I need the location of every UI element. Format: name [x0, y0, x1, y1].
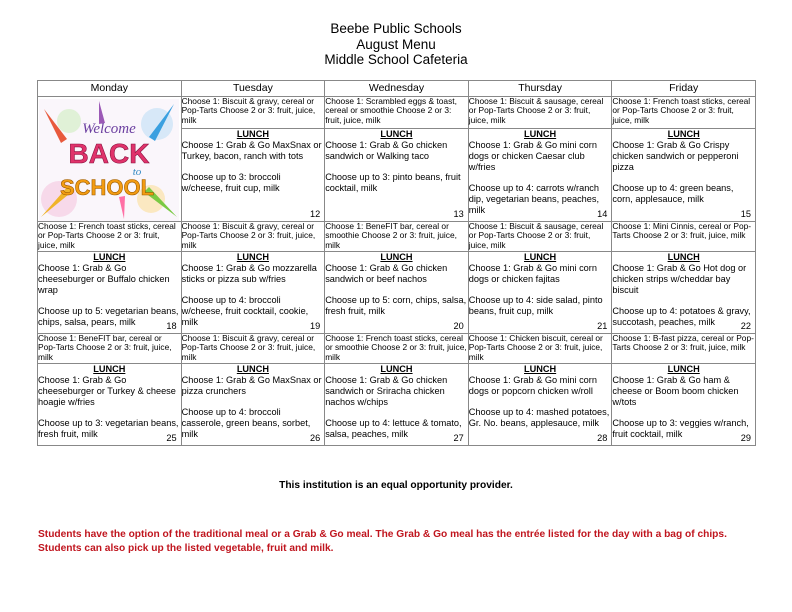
lunch-heading: LUNCH: [380, 128, 413, 139]
lunch-cell: [325, 364, 469, 446]
back-text: BACK: [68, 138, 150, 169]
day-number: 27: [453, 433, 464, 443]
day-number: 26: [309, 433, 321, 443]
cafeteria-name: Middle School Cafeteria: [324, 52, 468, 67]
breakfast-cell: Choose 1: Biscuit & gravy, cereal or Pop-Tarts Choose 2 or 3: fruit, juice, milk: [181, 97, 325, 129]
lunch-entree: Choose 1: Grab & Go Hot dog or chicken strips w/cheddar bay biscuit: [612, 263, 747, 295]
school-text: SCHOOL: [60, 175, 155, 200]
equal-opportunity-statement: This institution is an equal opportunity provider.: [279, 480, 513, 491]
breakfast-cell: Choose 1: Biscuit & gravy, cereal or Pop-Tarts Choose 2 or 3: fruit, juice, milk: [181, 334, 325, 364]
lunch-entree: Choose 1: Grab & Go MaxSnax or pizza crunchers: [181, 375, 322, 396]
lunch-sides: Choose up to 4: lettuce & tomato, salsa, peaches, milk: [325, 418, 462, 439]
day-header: Tuesday: [181, 81, 325, 97]
menu-calendar: [37, 80, 756, 446]
lunch-sides: Choose up to 4: carrots w/ranch dip, vegetarian beans, peaches, milk: [468, 182, 600, 215]
lunch-sides: Choose up to 3: pinto beans, fruit cocktail, milk: [325, 171, 461, 193]
lunch-sides: Choose up to 5: corn, chips, salsa, fresh fruit, milk: [325, 295, 467, 316]
lunch-cell: [181, 128, 325, 221]
lunch-sides: Choose up to 4: broccoli w/cheese, fruit cocktail, cookie, milk: [181, 295, 309, 327]
lunch-heading: LUNCH: [236, 252, 269, 262]
lunch-entree: Choose 1: Grab & Go MaxSnax or Turkey, bacon, ranch with tots: [181, 139, 322, 161]
day-number: 12: [309, 209, 321, 219]
lunch-heading: LUNCH: [524, 252, 557, 262]
lunch-entree: Choose 1: Grab & Go cheeseburger or Buffalo chicken wrap: [38, 263, 170, 295]
lunch-heading: LUNCH: [380, 252, 413, 262]
lunch-sides: Choose up to 4: potatoes & gravy, succotash, peaches, milk: [612, 306, 751, 327]
lunch-entree: Choose 1: Grab & Go mini corn dogs or chicken Caesar club w/fries: [468, 139, 597, 172]
day-number: 14: [597, 209, 608, 219]
breakfast-cell: Choose 1: Biscuit & sausage, cereal or Pop-Tarts Choose 2 or 3: fruit, juice, milk: [468, 222, 612, 252]
lunch-heading: LUNCH: [93, 252, 126, 262]
lunch-sides: Choose up to 4: green beans, corn, applesauce, milk: [612, 182, 734, 204]
lunch-cell: [612, 128, 756, 221]
lunch-cell: [468, 128, 612, 221]
breakfast-cell: Choose 1: French toast sticks, cereal or Pop-Tarts Choose 2 or 3: fruit, juice, milk: [38, 222, 182, 252]
lunch-row: [38, 364, 756, 446]
page-title: [0, 21, 792, 68]
lunch-heading: LUNCH: [524, 364, 557, 374]
day-number: 19: [309, 321, 321, 331]
welcome-text: Welcome: [82, 121, 137, 137]
breakfast-cell: Choose 1: French toast sticks, cereal or Pop-Tarts Choose 2 or 3: fruit, juice, milk: [612, 97, 756, 129]
lunch-cell: [468, 364, 612, 446]
breakfast-cell: Choose 1: B-fast pizza, cereal or Pop-Tarts Choose 2 or 3: fruit, juice, milk: [612, 334, 756, 364]
day-number: 15: [740, 209, 751, 219]
lunch-cell: [612, 252, 756, 334]
lunch-heading: LUNCH: [93, 364, 126, 374]
day-header: Thursday: [468, 81, 612, 97]
breakfast-row: [38, 334, 756, 364]
lunch-cell: [325, 252, 469, 334]
breakfast-row: [38, 97, 756, 129]
breakfast-row: [38, 222, 756, 252]
lunch-cell: [181, 252, 325, 334]
welcome-back-cell: [38, 97, 182, 222]
lunch-row: [38, 252, 756, 334]
lunch-entree: Choose 1: Grab & Go cheeseburger or Turkey & cheese hoagie w/fries: [38, 375, 176, 407]
day-header: Wednesday: [325, 81, 469, 97]
day-number: 21: [597, 321, 608, 331]
day-number: 28: [597, 433, 608, 443]
day-number: 13: [453, 209, 464, 219]
day-number: 22: [740, 321, 751, 331]
day-header: Friday: [612, 81, 756, 97]
welcome-back-to-school-graphic: [39, 99, 179, 221]
lunch-entree: Choose 1: Grab & Go mini corn dogs or popcorn chicken w/roll: [468, 375, 597, 396]
lunch-sides: Choose up to 3: veggies w/ranch, fruit cocktail, milk: [612, 418, 749, 439]
lunch-entree: Choose 1: Grab & Go chicken sandwich or beef nachos: [325, 263, 448, 284]
day-header-row: [38, 81, 756, 97]
lunch-sides: Choose up to 5: vegetarian beans, chips, salsa, pears, milk: [38, 306, 179, 327]
lunch-entree: Choose 1: Grab & Go chicken sandwich or Sriracha chicken nachos w/chips: [325, 375, 448, 407]
lunch-entree: Choose 1: Grab & Go ham & cheese or Boom boom chicken w/tots: [612, 375, 739, 407]
to-text: to: [133, 166, 142, 178]
breakfast-cell: Choose 1: Chicken biscuit, cereal or Pop-Tarts Choose 2 or 3: fruit, juice, milk: [468, 334, 612, 364]
grab-and-go-note: Students have the option of the traditional meal or a Grab & Go meal. The Grab & Go meal has the entrée listed for the day with a bag of chips. Students can also pick up the listed vegetable, fruit and milk.: [38, 529, 727, 554]
day-number: 20: [453, 321, 464, 331]
breakfast-cell: Choose 1: French toast sticks, cereal or smoothie Choose 2 or 3: fruit, juice, milk: [325, 333, 467, 362]
lunch-cell: [38, 364, 182, 446]
lunch-heading: LUNCH: [667, 364, 700, 374]
breakfast-cell: Choose 1: BeneFIT bar, cereal or smoothie Choose 2 or 3: fruit, juice, milk: [325, 222, 469, 252]
lunch-heading: LUNCH: [667, 252, 700, 262]
lunch-cell: [181, 364, 325, 446]
breakfast-cell: Choose 1: Biscuit & gravy, cereal or Pop-Tarts Choose 2 or 3: fruit, juice, milk: [181, 222, 325, 252]
lunch-cell: [612, 364, 756, 446]
lunch-sides: Choose up to 4: side salad, pinto beans, fruit cup, milk: [468, 295, 603, 316]
lunch-cell: [38, 252, 182, 334]
lunch-heading: LUNCH: [524, 128, 557, 139]
day-number: 25: [166, 433, 177, 443]
breakfast-cell: Choose 1: Scrambled eggs & toast, cereal or smoothie Choose 2 or 3: fruit, juice, milk: [325, 97, 469, 129]
lunch-entree: Choose 1: Grab & Go mozzarella sticks or pizza sub w/fries: [181, 263, 317, 284]
day-number: 18: [166, 321, 177, 331]
menu-month: August Menu: [356, 36, 436, 52]
lunch-heading: LUNCH: [236, 364, 269, 374]
lunch-entree: Choose 1: Grab & Go mini corn dogs or chicken fajitas: [468, 263, 597, 284]
day-number: 29: [740, 433, 751, 443]
lunch-entree: Choose 1: Grab & Go Crispy chicken sandwich or pepperoni pizza: [612, 139, 739, 172]
lunch-heading: LUNCH: [667, 128, 700, 139]
lunch-heading: LUNCH: [236, 128, 269, 139]
lunch-entree: Choose 1: Grab & Go chicken sandwich or Walking taco: [325, 139, 448, 161]
breakfast-cell: Choose 1: Mini Cinnis, cereal or Pop-Tarts Choose 2 or 3: fruit, juice, milk: [612, 222, 756, 252]
lunch-sides: Choose up to 3: vegetarian beans, fresh fruit, milk: [38, 418, 179, 439]
lunch-sides: Choose up to 4: mashed potatoes, Gr. No. beans, applesauce, milk: [468, 407, 610, 428]
school-name: Beebe Public Schools: [330, 21, 462, 36]
lunch-cell: [325, 128, 469, 221]
lunch-sides: Choose up to 4: broccoli casserole, green beans, sorbet, milk: [181, 407, 311, 439]
lunch-cell: [468, 252, 612, 334]
day-header: Monday: [38, 81, 182, 97]
lunch-sides: Choose up to 3: broccoli w/cheese, fruit cup, milk: [181, 171, 281, 193]
breakfast-cell: Choose 1: Biscuit & sausage, cereal or Pop-Tarts Choose 2 or 3: fruit, juice, milk: [468, 97, 612, 129]
lunch-heading: LUNCH: [380, 364, 413, 374]
breakfast-cell: Choose 1: BeneFIT bar, cereal or Pop-Tarts Choose 2 or 3: fruit, juice, milk: [38, 334, 182, 364]
